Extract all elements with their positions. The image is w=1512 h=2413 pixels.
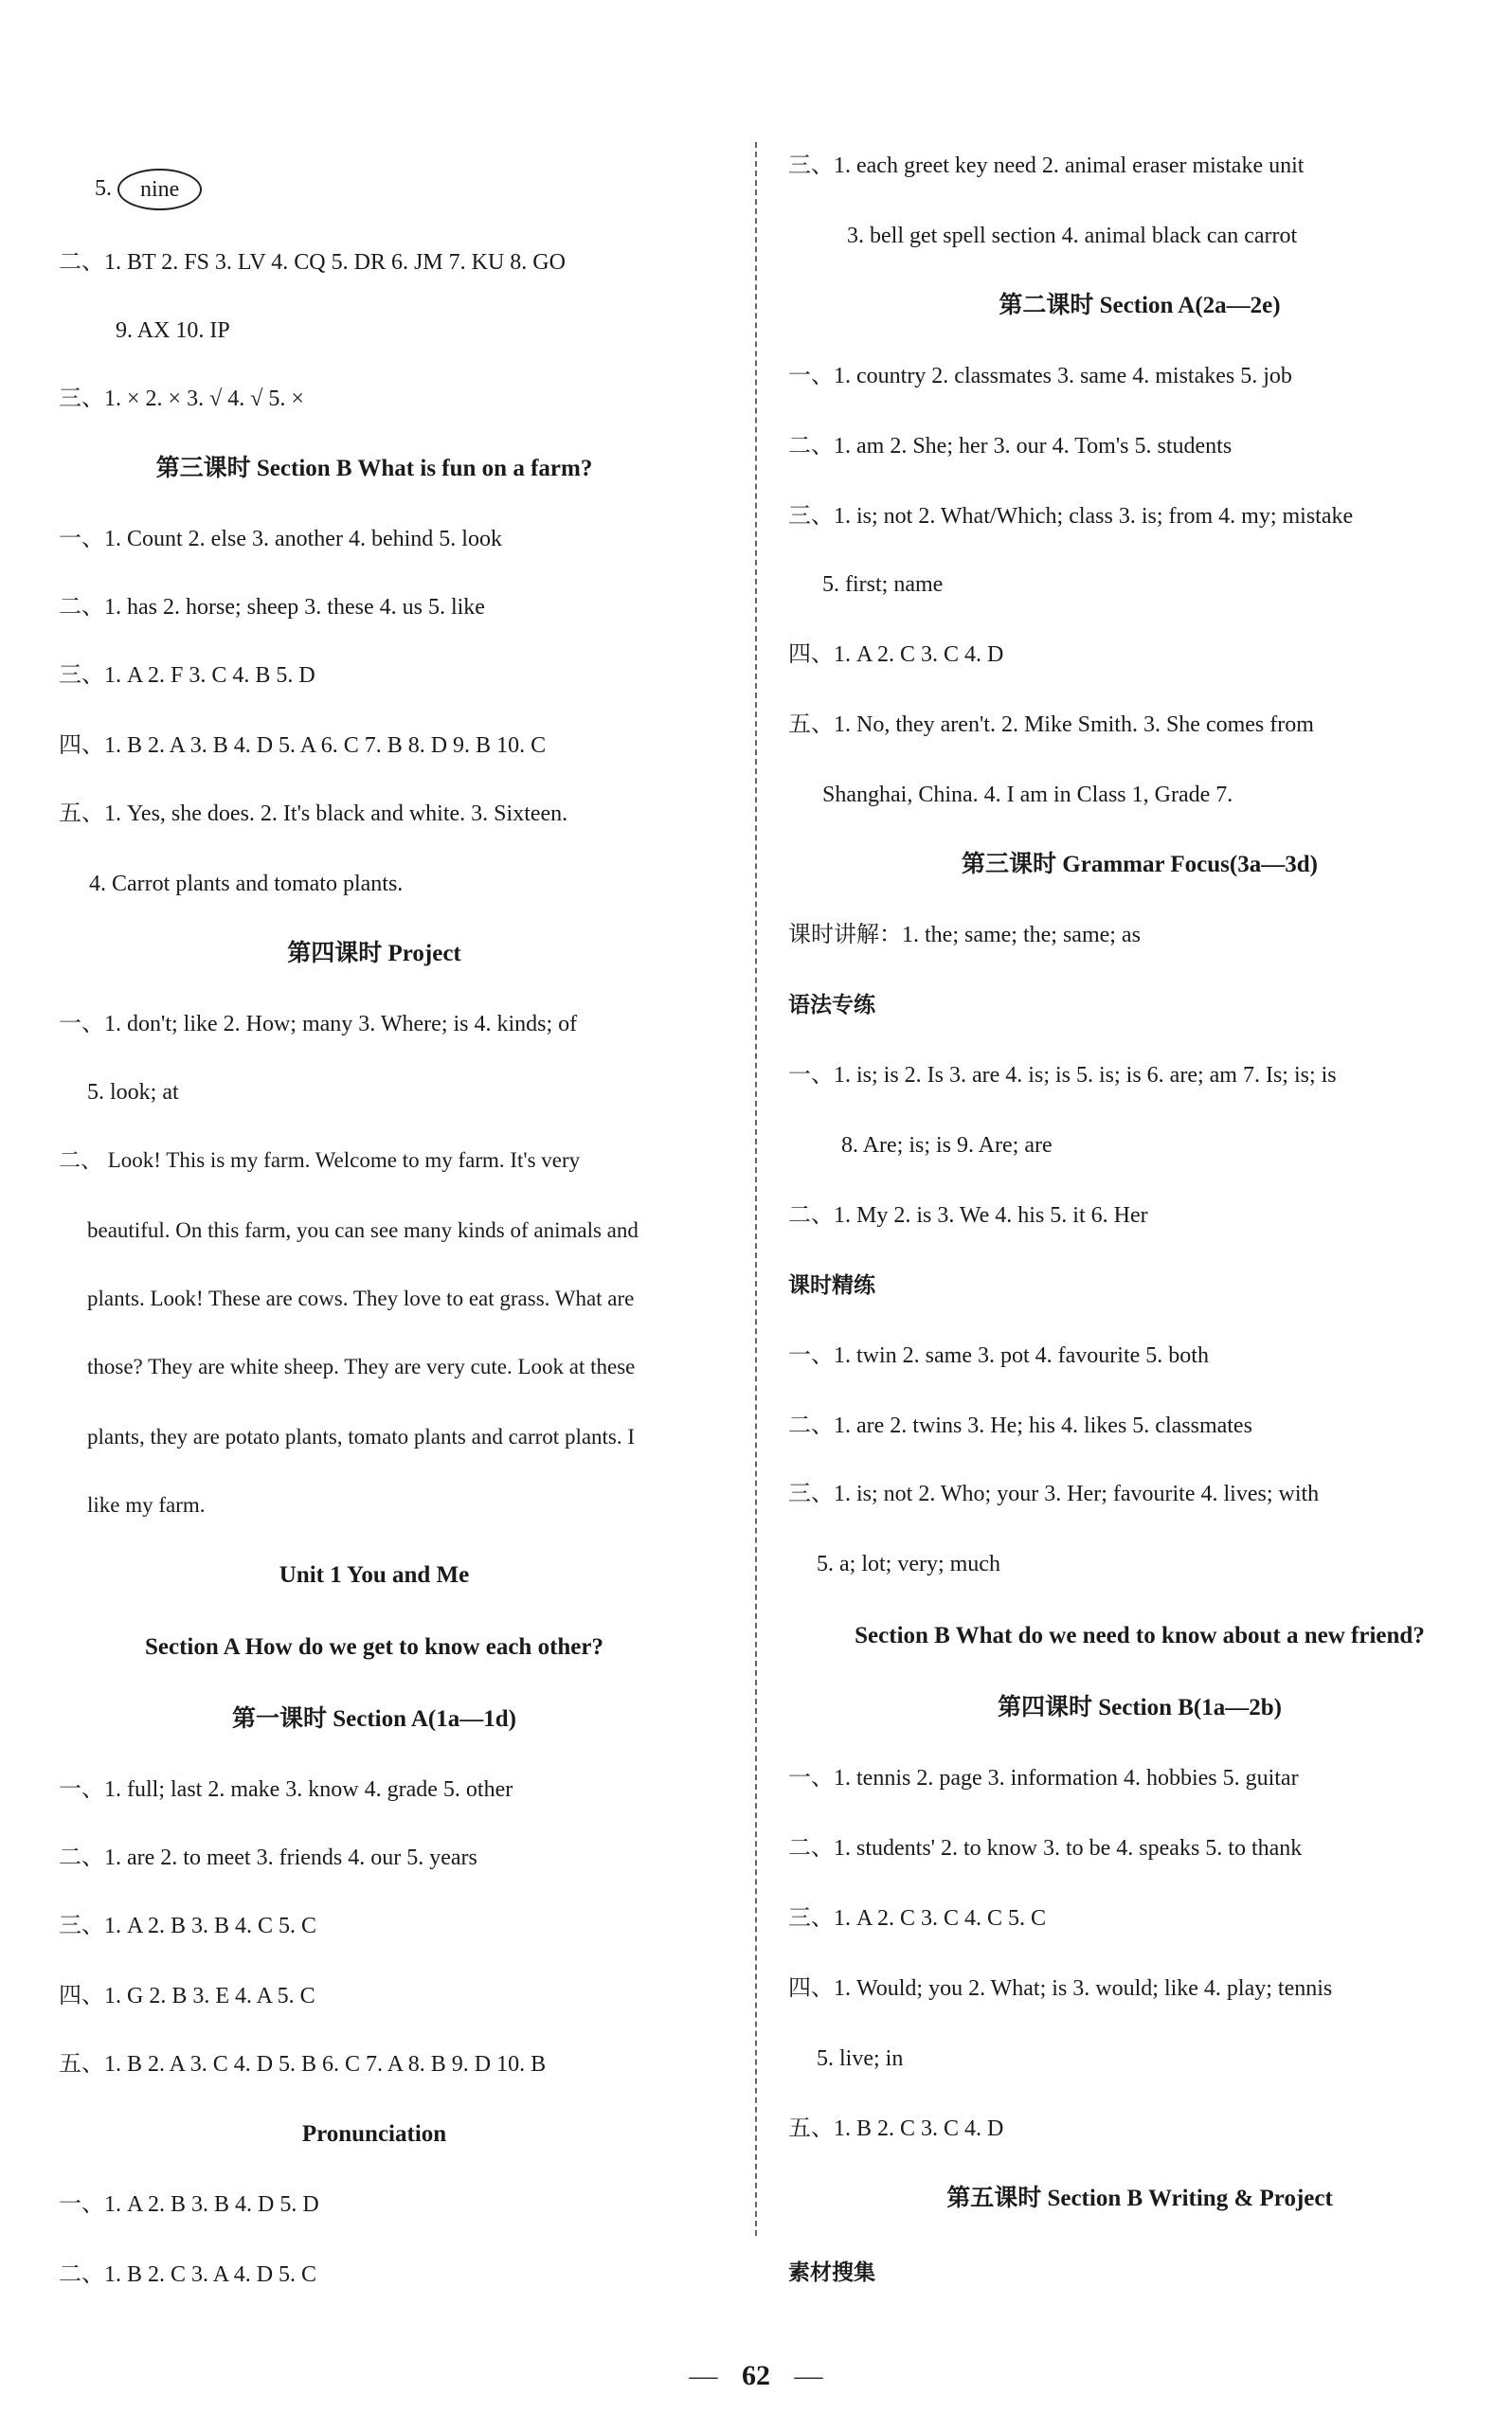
answer-line: 一、1. Count 2. else 3. another 4. behind 5. look: [59, 527, 502, 551]
item-number: 5.: [95, 176, 112, 201]
answer-line: 三、1. × 2. × 3. √ 4. √ 5. ×: [59, 387, 304, 411]
answer-line: 3. bell get spell section 4. animal black can carrot: [847, 224, 1298, 248]
answer-line: 二、1. BT 2. FS 3. LV 4. CQ 5. DR 6. JM 7. KU 8. GO: [59, 250, 566, 275]
answer-line: 五、1. B 2. C 3. C 4. D: [788, 2116, 1004, 2141]
answer-line: 二、1. students' 2. to know 3. to be 4. speaks 5. to thank: [788, 1836, 1303, 1861]
subsection-label: 素材搜集: [788, 2260, 875, 2284]
answer-line: 三、1. each greet key need 2. animal eraser mistake unit: [788, 153, 1305, 178]
answer-line: Shanghai, China. 4. I am in Class 1, Grade 7.: [822, 783, 1233, 807]
unit-title: Unit 1 You and Me: [279, 1562, 470, 1588]
answer-line: 三、1. is; not 2. What/Which; class 3. is; from 4. my; mistake: [788, 504, 1354, 529]
answer-line: 一、1. country 2. classmates 3. same 4. mistakes 5. job: [788, 364, 1292, 388]
answer-line: 三、1. A 2. B 3. B 4. C 5. C: [59, 1914, 317, 1938]
section-heading: Pronunciation: [301, 2121, 447, 2147]
section-heading: 第四课时 Section B(1a—2b): [997, 1695, 1282, 1720]
paragraph-line: 二、 Look! This is my farm. Welcome to my farm. It's very: [59, 1148, 581, 1172]
answer-line: 三、1. A 2. C 3. C 4. C 5. C: [788, 1906, 1047, 1931]
paragraph-line: like my farm.: [87, 1493, 206, 1517]
section-heading: 第四课时 Project: [287, 941, 461, 966]
page-number: 62: [742, 2360, 770, 2391]
answer-line: 9. AX 10. IP: [116, 318, 230, 343]
answer-line: 四、1. Would; you 2. What; is 3. would; like 4. play; tennis: [788, 1976, 1333, 2001]
paragraph-line: plants, they are potato plants, tomato plants and carrot plants. I: [87, 1425, 636, 1449]
answer-line: 二、1. B 2. C 3. A 4. D 5. C: [59, 2262, 317, 2287]
answer-line: 三、1. is; not 2. Who; your 3. Her; favourite 4. lives; with: [788, 1482, 1320, 1506]
answer-line: 一、1. tennis 2. page 3. information 4. hobbies 5. guitar: [788, 1766, 1299, 1791]
column-divider: [755, 142, 757, 2236]
answer-line: 4. Carrot plants and tomato plants.: [89, 872, 404, 896]
answer-line: 四、1. A 2. C 3. C 4. D: [788, 642, 1004, 667]
answer-line: 5. a; lot; very; much: [817, 1552, 1000, 1576]
answer-line: 一、1. twin 2. same 3. pot 4. favourite 5. both: [788, 1343, 1209, 1368]
answer-line: 二、1. are 2. twins 3. He; his 4. likes 5. classmates: [788, 1414, 1252, 1438]
answer-line: 一、1. A 2. B 3. B 4. D 5. D: [59, 2192, 319, 2217]
subsection-label: 课时精练: [788, 1273, 875, 1297]
paragraph-line: beautiful. On this farm, you can see many kinds of animals and: [87, 1218, 639, 1242]
page-footer: [0, 2357, 1512, 2395]
answer-line: [95, 167, 202, 210]
paragraph-line: those? They are white sheep. They are very cute. Look at these: [87, 1355, 636, 1378]
section-heading: 第二课时 Section A(2a—2e): [999, 293, 1281, 318]
answer-line: 二、1. am 2. She; her 3. our 4. Tom's 5. students: [788, 434, 1233, 459]
answer-line: 五、1. Yes, she does. 2. It's black and white. 3. Sixteen.: [59, 801, 568, 826]
section-heading: 第一课时 Section A(1a—1d): [231, 1706, 516, 1732]
section-heading: 第三课时 Grammar Focus(3a—3d): [962, 852, 1318, 877]
answer-line: 三、1. A 2. F 3. C 4. B 5. D: [59, 663, 315, 688]
answer-line: 8. Are; is; is 9. Are; are: [841, 1133, 1053, 1158]
answer-line: 四、1. B 2. A 3. B 4. D 5. A 6. C 7. B 8. D 9. B 10. C: [59, 733, 547, 758]
section-heading: 第三课时 Section B What is fun on a farm?: [155, 456, 593, 481]
footer-dash-left: —: [689, 2360, 718, 2391]
answer-line: 5. first; name: [822, 572, 944, 597]
answer-line: 四、1. G 2. B 3. E 4. A 5. C: [59, 1984, 315, 2008]
section-title: Section B What do we need to know about a new friend?: [855, 1623, 1425, 1648]
answer-line: 二、1. My 2. is 3. We 4. his 5. it 6. Her: [788, 1203, 1148, 1228]
answer-line: 二、1. are 2. to meet 3. friends 4. our 5. years: [59, 1846, 477, 1870]
answer-line: 五、1. B 2. A 3. C 4. D 5. B 6. C 7. A 8. B 9. D 10. B: [59, 2052, 547, 2077]
subsection-label: 语法专练: [788, 993, 875, 1017]
footer-dash-right: —: [794, 2360, 823, 2391]
answer-line: 课时讲解：1. the; same; the; same; as: [788, 923, 1141, 947]
answer-line: 一、1. full; last 2. make 3. know 4. grade 5. other: [59, 1777, 513, 1802]
paragraph-line: plants. Look! These are cows. They love to eat grass. What are: [87, 1287, 635, 1310]
answer-line: 5. look; at: [87, 1080, 179, 1105]
section-title: Section A How do we get to know each other?: [145, 1634, 603, 1660]
answer-line: 一、1. don't; like 2. How; many 3. Where; is 4. kinds; of: [59, 1012, 578, 1036]
answer-line: 一、1. is; is 2. Is 3. are 4. is; is 5. is; is 6. are; am 7. Is; is; is: [788, 1063, 1337, 1088]
section-heading: 第五课时 Section B Writing & Project: [946, 2186, 1333, 2211]
answer-line: 五、1. No, they aren't. 2. Mike Smith. 3. She comes from: [788, 712, 1314, 737]
circled-answer: nine: [117, 169, 202, 210]
answer-line: 二、1. has 2. horse; sheep 3. these 4. us 5. like: [59, 595, 485, 620]
answer-line: 5. live; in: [817, 2046, 904, 2071]
